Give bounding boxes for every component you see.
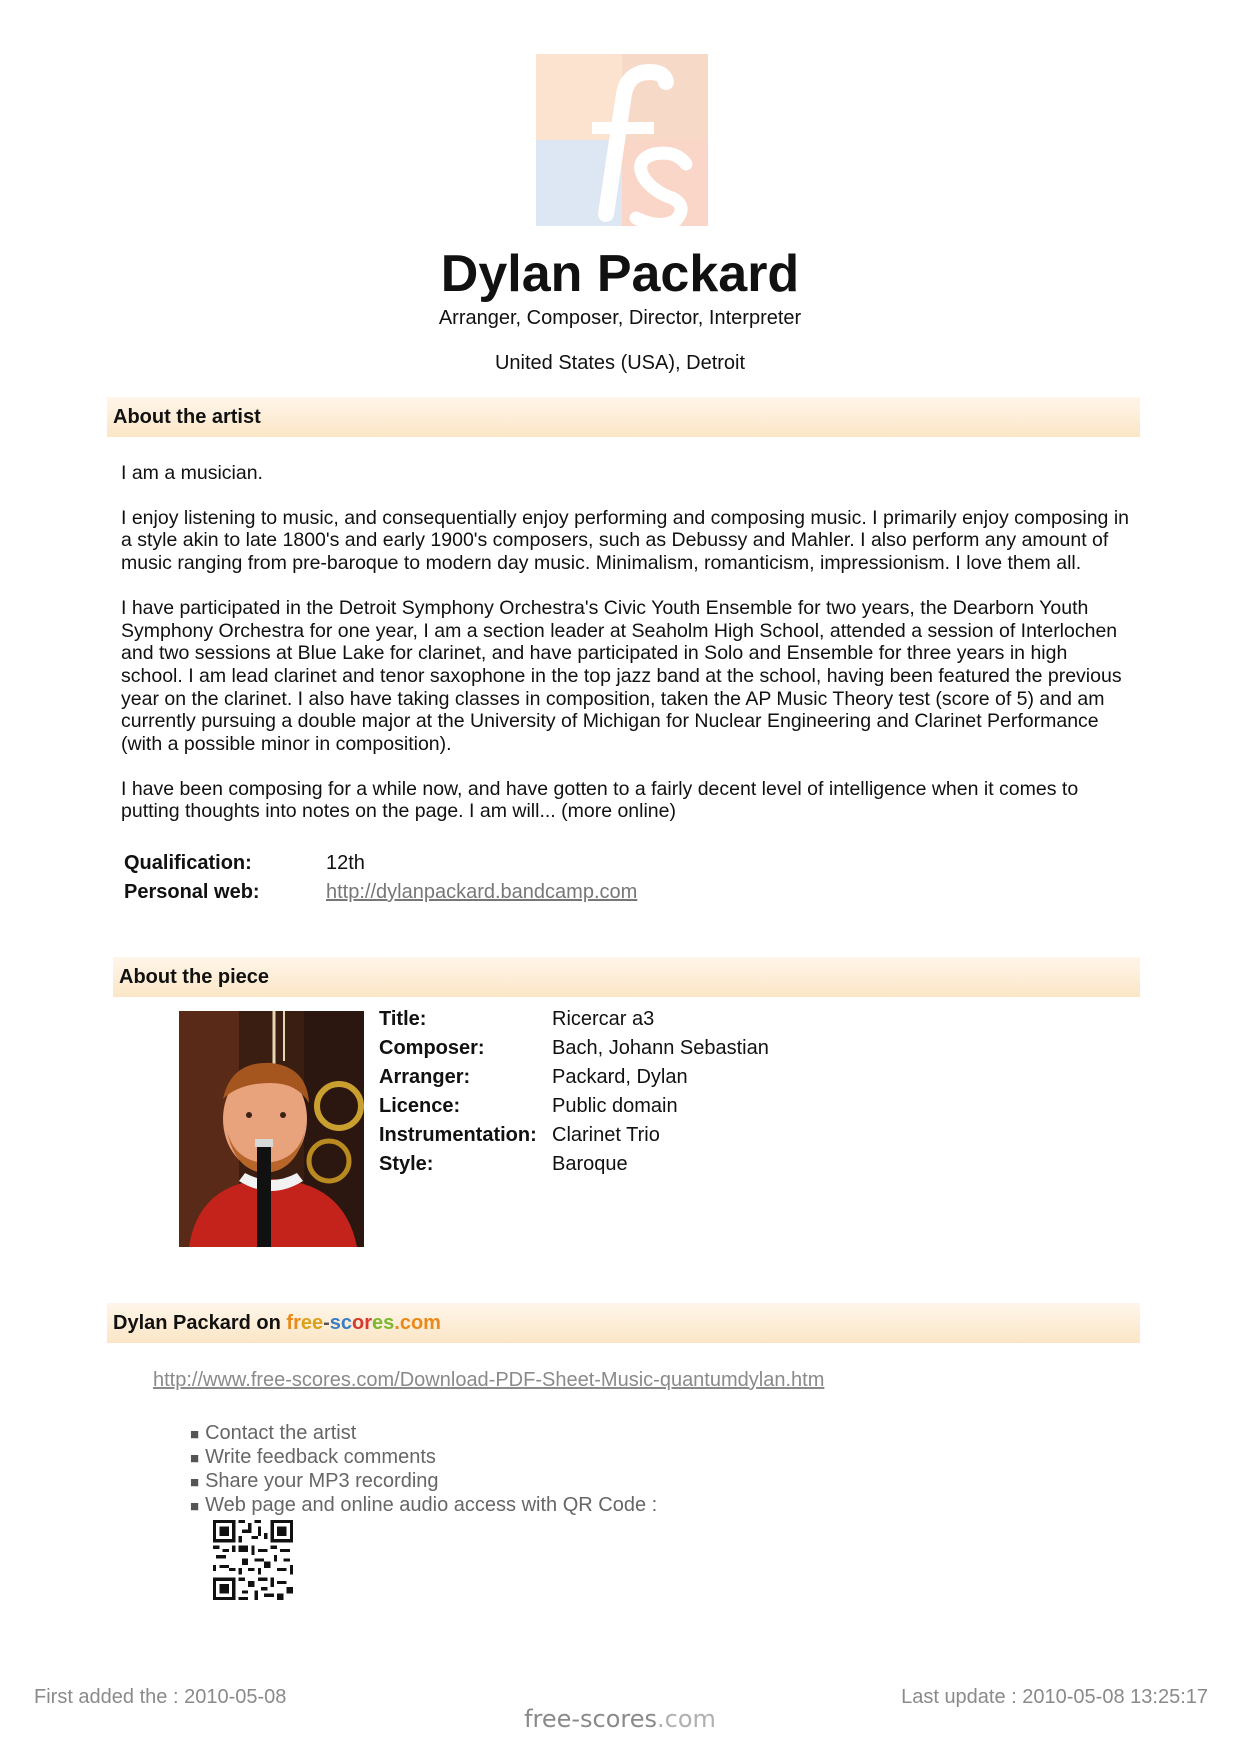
piece-arranger-label: Arranger: (379, 1066, 471, 1088)
free-scores-header (107, 1303, 1140, 1343)
table-row (379, 1008, 769, 1037)
footer-logo-main: free-scores (524, 1705, 658, 1733)
qr-code-access-link[interactable]: ■ Web page and online audio access with QR Code : (190, 1494, 657, 1518)
footer-logo (0, 1705, 1240, 1733)
last-update-date: Last update : 2010-05-08 13:25:17 (901, 1686, 1208, 1708)
footer-logo-suffix: .com (657, 1705, 716, 1733)
table-row (379, 1153, 769, 1182)
about-piece-header (113, 957, 1140, 997)
artist-photo (179, 1011, 364, 1247)
piece-details-table (379, 1008, 769, 1182)
table-row (379, 1095, 769, 1124)
qualification-row (124, 852, 252, 875)
about-artist-text (121, 462, 1131, 823)
piece-licence-value: Public domain (552, 1095, 678, 1117)
table-row (379, 1066, 769, 1095)
about-piece-heading: About the piece (119, 966, 270, 988)
artist-location: United States (USA), Detroit (494, 352, 746, 374)
brand-part: sc (329, 1312, 353, 1334)
brand-part: ee (300, 1312, 324, 1334)
write-feedback-link[interactable]: ■ Write feedback comments (190, 1446, 657, 1470)
bio-paragraph: I am a musician. (121, 462, 263, 484)
first-added-date: First added the : 2010-05-08 (34, 1686, 287, 1708)
personal-web-row (124, 881, 260, 904)
contact-artist-link[interactable]: ■ Contact the artist (190, 1422, 657, 1446)
qualification-label: Qualification: (124, 852, 252, 874)
table-row (379, 1124, 769, 1153)
bio-paragraph: I have been composing for a while now, and have gotten to a fairly decent level of intelligence when it comes to putting thoughts into notes on the page. I am will... (more online) (121, 777, 1079, 823)
about-artist-heading: About the artist (113, 406, 261, 428)
about-artist-header (107, 397, 1140, 437)
free-scores-heading-prefix: Dylan Packard on (113, 1312, 287, 1334)
brand-part: - (323, 1312, 330, 1334)
table-row (379, 1037, 769, 1066)
bio-paragraph: I have participated in the Detroit Symphony Orchestra's Civic Youth Ensemble for two years, the Dearborn Youth Symphony Orchestra for one year, I am a section leader at Seaholm High School, attended a session of Interlochen and two sessions at Blue Lake for clarinet, and have participated in Solo and Ensemble for three years in high school. I am lead clarinet and tenor saxophone in the top jazz band at the school, having been featured the previous year on the clarinet. I also have taking classes in composition, taken the AP Music Theory test (score of 5) and am currently pursuing a double major at the University of Michigan for Nuclear Engineering and Clarinet Performance (with a possible minor in composition). (121, 596, 1122, 756)
share-mp3-link[interactable]: ■ Share your MP3 recording (190, 1470, 657, 1494)
piece-licence-label: Licence: (379, 1095, 461, 1117)
artist-name: Dylan Packard (440, 245, 800, 303)
brand-part: or (352, 1312, 373, 1334)
brand-part: fr (286, 1312, 301, 1334)
piece-composer-label: Composer: (379, 1037, 485, 1059)
brand-part: es (372, 1312, 395, 1334)
personal-web-link[interactable]: http://dylanpackard.bandcamp.com (326, 881, 638, 903)
piece-style-value: Baroque (552, 1153, 628, 1175)
piece-composer-value: Bach, Johann Sebastian (552, 1037, 769, 1059)
free-scores-logo (536, 54, 708, 226)
personal-web-label: Personal web: (124, 881, 260, 903)
piece-arranger-value: Packard, Dylan (552, 1066, 688, 1088)
qr-code[interactable] (213, 1520, 293, 1600)
bio-paragraph: I enjoy listening to music, and consequentially enjoy performing and composing music. I primarily enjoy composing in a style akin to late 1800's and early 1900's composers, such as Debussy and Mahler. I also perform any amount of music ranging from pre-baroque to modern day music. Minimalism, romanticism, impressionism. I love them all. (121, 506, 1130, 575)
action-links (190, 1422, 657, 1518)
piece-title-value: Ricercar a3 (552, 1008, 655, 1030)
piece-style-label: Style: (379, 1153, 434, 1175)
piece-instrumentation-value: Clarinet Trio (552, 1124, 660, 1146)
free-scores-page-link[interactable]: http://www.free-scores.com/Download-PDF-Sheet-Music-quantumdylan.htm (153, 1369, 825, 1391)
piece-title-label: Title: (379, 1008, 427, 1030)
brand-part: .com (394, 1312, 441, 1334)
piece-instrumentation-label: Instrumentation: (379, 1124, 537, 1146)
artist-roles: Arranger, Composer, Director, Interpreter (438, 307, 802, 329)
qualification-value: 12th (326, 852, 365, 874)
